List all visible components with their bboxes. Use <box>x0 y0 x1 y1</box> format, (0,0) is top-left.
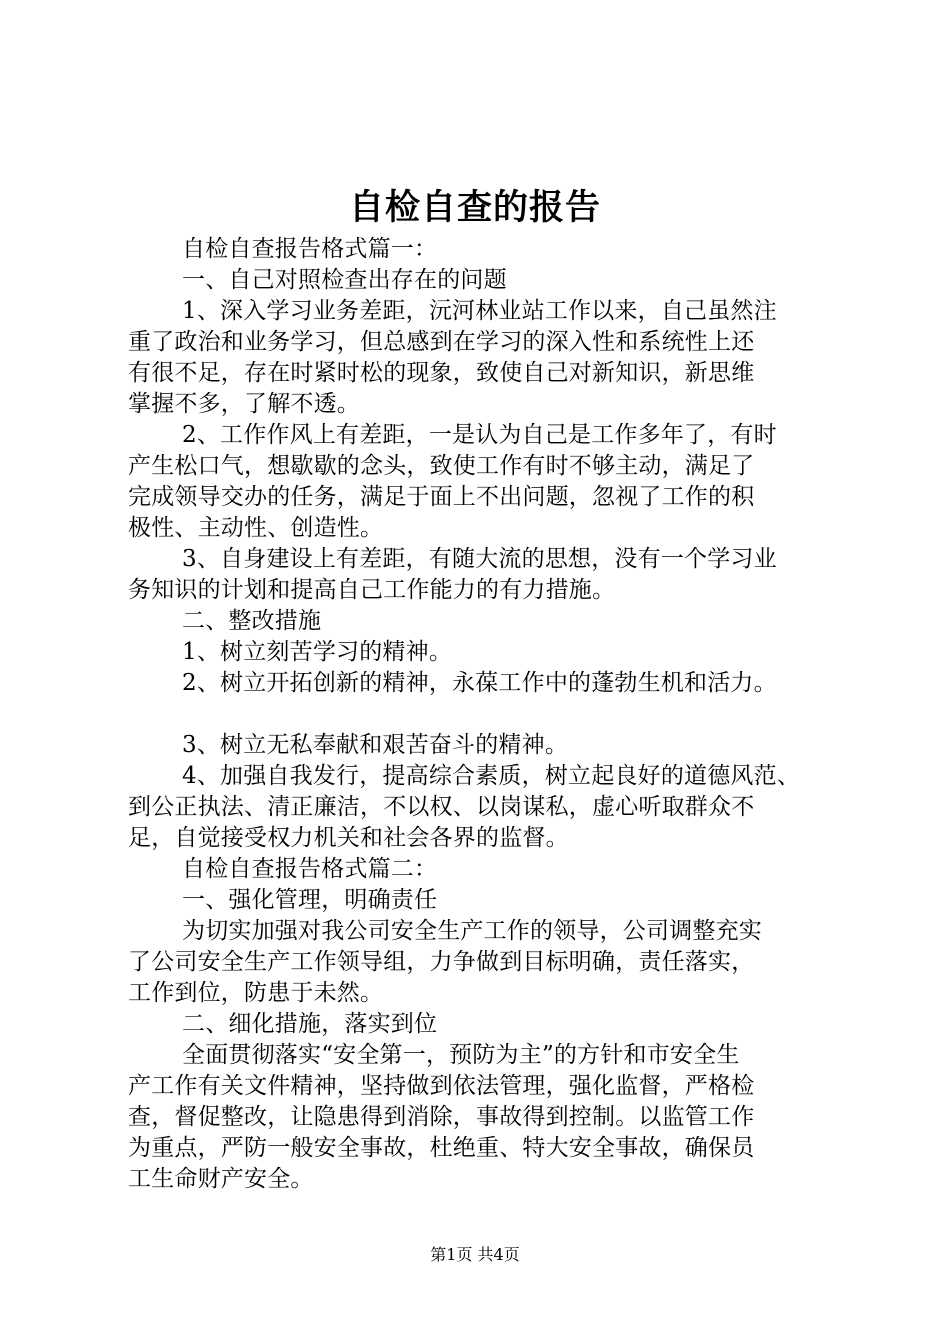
text-line: 有很不足，存在时紧时松的现象，致使自己对新知识，新思维 <box>128 360 755 386</box>
text-line: 3、自身建设上有差距，有随大流的思想，没有一个学习业 <box>182 546 777 572</box>
text-line: 1、树立刻苦学习的精神。 <box>182 639 453 665</box>
text-line: 自检自查报告格式篇一： <box>182 236 438 262</box>
text-line: 查，督促整改，让隐患得到消除，事故得到控制。以监管工作 <box>128 1104 755 1130</box>
page-footer: 第1页 共4页 <box>430 1245 520 1264</box>
text-line: 2、工作作风上有差距，一是认为自己是工作多年了，有时 <box>182 422 777 448</box>
text-line: 为重点，严防一般安全事故，杜绝重、特大安全事故，确保员 <box>128 1135 755 1161</box>
text-line: 到公正执法、清正廉洁，不以权、以岗谋私，虚心听取群众不 <box>128 794 755 820</box>
text-line: 2、树立开拓创新的精神，永葆工作中的蓬勃生机和活力。 <box>182 670 777 696</box>
text-line: 一、强化管理，明确责任 <box>182 887 438 913</box>
text-line: 一、自己对照检查出存在的问题 <box>182 267 507 293</box>
text-line: 工生命财产安全。 <box>128 1166 314 1192</box>
text-line: 1、深入学习业务差距，沅河林业站工作以来，自己虽然注 <box>182 298 777 324</box>
document-title: 自检自查的报告 <box>348 188 601 228</box>
text-line: 二、整改措施 <box>182 608 322 634</box>
text-line: 二、细化措施，落实到位 <box>182 1011 438 1037</box>
text-line: 足，自觉接受权力机关和社会各界的监督。 <box>128 825 569 851</box>
text-line: 重了政治和业务学习，但总感到在学习的深入性和系统性上还 <box>128 329 755 355</box>
text-line: 了公司安全生产工作领导组，力争做到目标明确，责任落实， <box>128 949 755 975</box>
document-body <box>128 234 830 1195</box>
blank-line <box>128 699 830 730</box>
text-line: 产工作有关文件精神，坚持做到依法管理，强化监督，严格检 <box>128 1073 755 1099</box>
text-line: 全面贯彻落实“安全第一，预防为主”的方针和市安全生 <box>182 1042 740 1068</box>
text-line: 工作到位，防患于未然。 <box>128 980 384 1006</box>
text-line: 掌握不多，了解不透。 <box>128 391 360 417</box>
text-line: 产生松口气，想歇歇的念头，致使工作有时不够主动，满足了 <box>128 453 755 479</box>
text-line: 为切实加强对我公司安全生产工作的领导，公司调整充实 <box>182 918 762 944</box>
text-line: 务知识的计划和提高自己工作能力的有力措施。 <box>128 577 616 603</box>
text-line: 4、加强自我发行，提高综合素质，树立起良好的道德风范、 <box>182 763 801 789</box>
text-line: 3、树立无私奉献和艰苦奋斗的精神。 <box>182 732 569 758</box>
text-line: 自检自查报告格式篇二： <box>182 856 438 882</box>
text-line: 极性、主动性、创造性。 <box>128 515 384 541</box>
text-line: 完成领导交办的任务，满足于面上不出问题，忽视了工作的积 <box>128 484 755 510</box>
